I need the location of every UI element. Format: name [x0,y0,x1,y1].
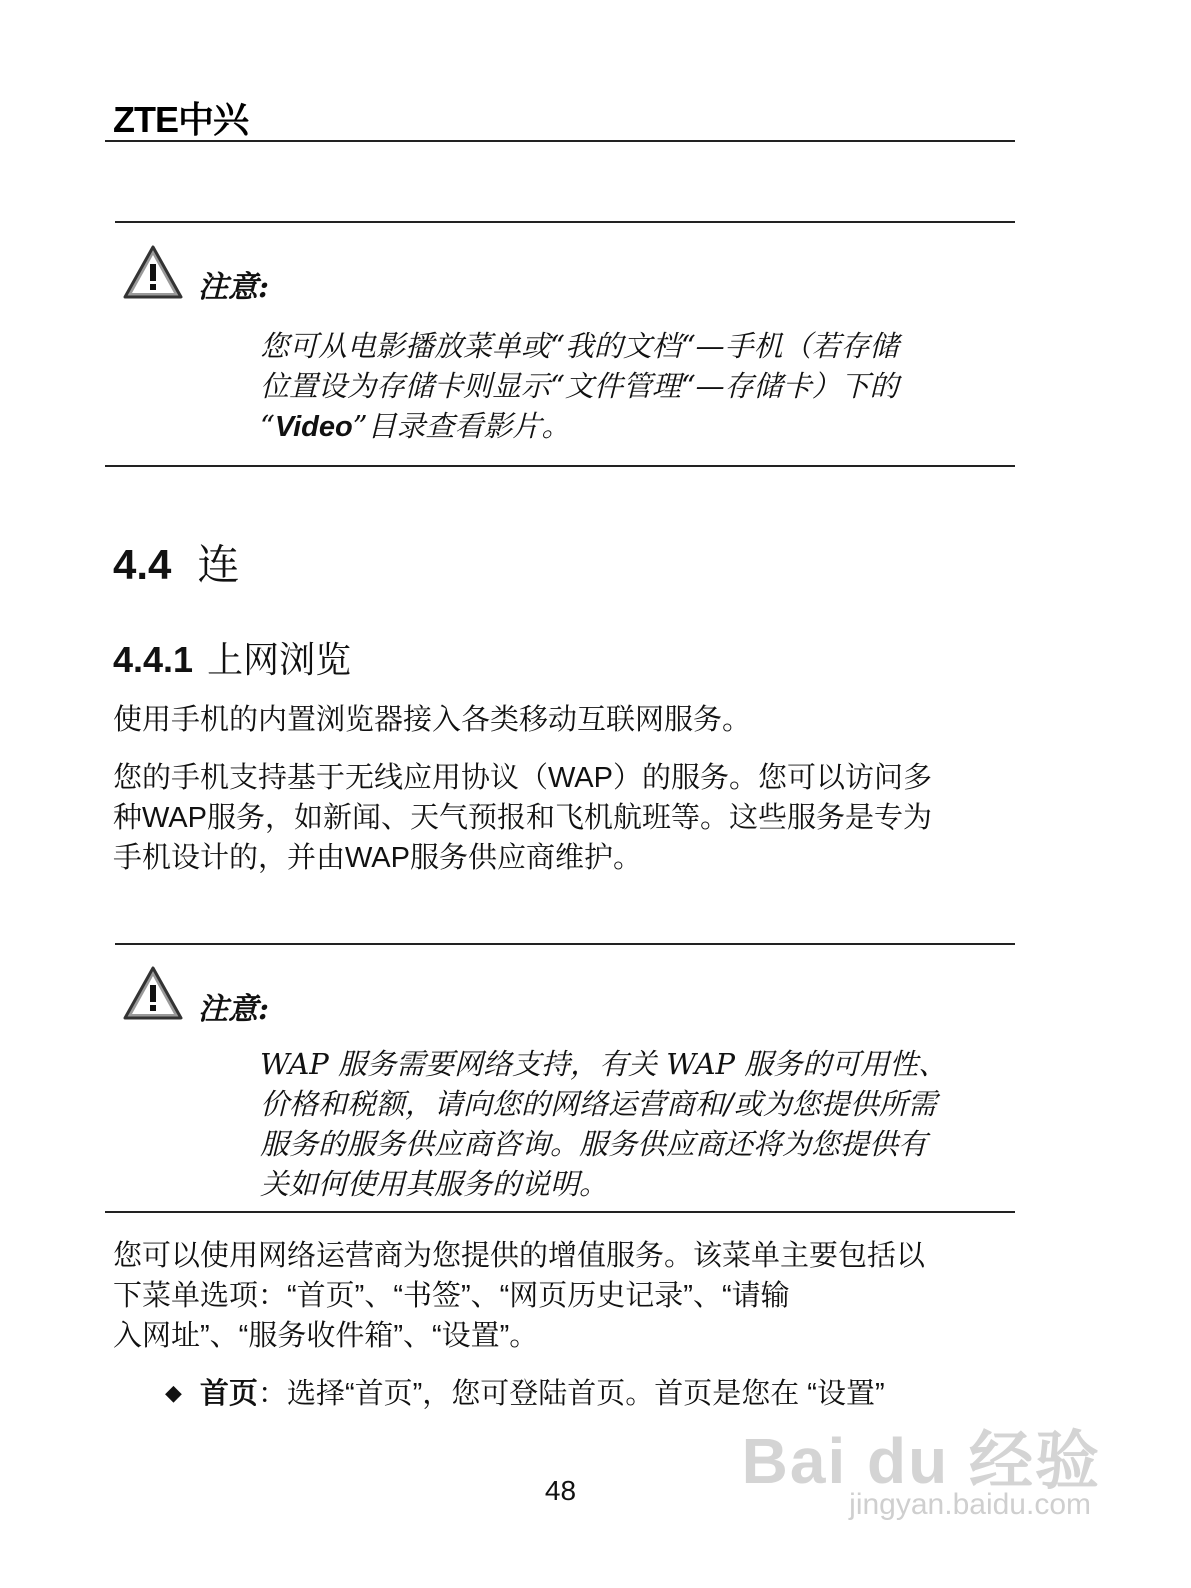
diamond-bullet-icon: ◆ [165,1380,182,1405]
baidu-watermark-logo: Bai du 经验 [741,1425,1101,1497]
bullet-term: 首页 [199,1378,258,1410]
zte-logo: ZTE中兴 [113,99,248,140]
list-item [165,1373,885,1414]
note-bottom-divider [105,1211,1015,1213]
note-text: WAP 服务需要网络支持，有关 WAP 服务的可用性、 价格和税额，请向您的网络运营商和/或为您提供所需 服务的服务供应商咨询。服务供应商还将为您提供有 关如何使用其服务的说明。 [260,1047,948,1201]
warning-icon [122,965,184,1021]
paragraph-wap: 您的手机支持基于无线应用协议（WAP）的服务。您可以访问多 种WAP服务，如新闻、天气预报和飞机航班等。这些服务是专为 手机设计的，并由WAP服务供应商维护。 [113,762,932,874]
note-label: 注意: [198,992,270,1027]
section-heading: 4.4 连 [113,541,240,588]
bullet-text: ：选择“首页”，您可登陆首页。首页是您在 “设置” [257,1378,885,1410]
subsection-heading: 4.4.1 上网浏览 [113,639,352,680]
note-top-divider [115,943,1015,945]
paragraph-intro: 使用手机的内置浏览器接入各类移动互联网服务。 [113,704,752,736]
warning-icon [122,244,184,300]
note-top-divider [115,221,1015,223]
header-divider [105,140,1015,142]
paragraph-services: 您可以使用网络运营商为您提供的增值服务。该菜单主要包括以 下菜单选项：“首页”、“书签”、“网页历史记录”、“请输 入网址”、“服务收件箱”、“设置”。 [113,1240,926,1352]
baidu-watermark-url: jingyan.baidu.com [849,1488,1091,1521]
page-number: 48 [544,1475,577,1506]
video-folder-name: Video [274,411,353,443]
note-text: 您可从电影播放菜单或“我的文档“—手机（若存储 位置设为存储卡则显示“文件管理“—存储卡）下的 “Video”目录查看影片。 [260,329,899,443]
note-bottom-divider [105,465,1015,467]
note-label: 注意: [198,270,270,305]
